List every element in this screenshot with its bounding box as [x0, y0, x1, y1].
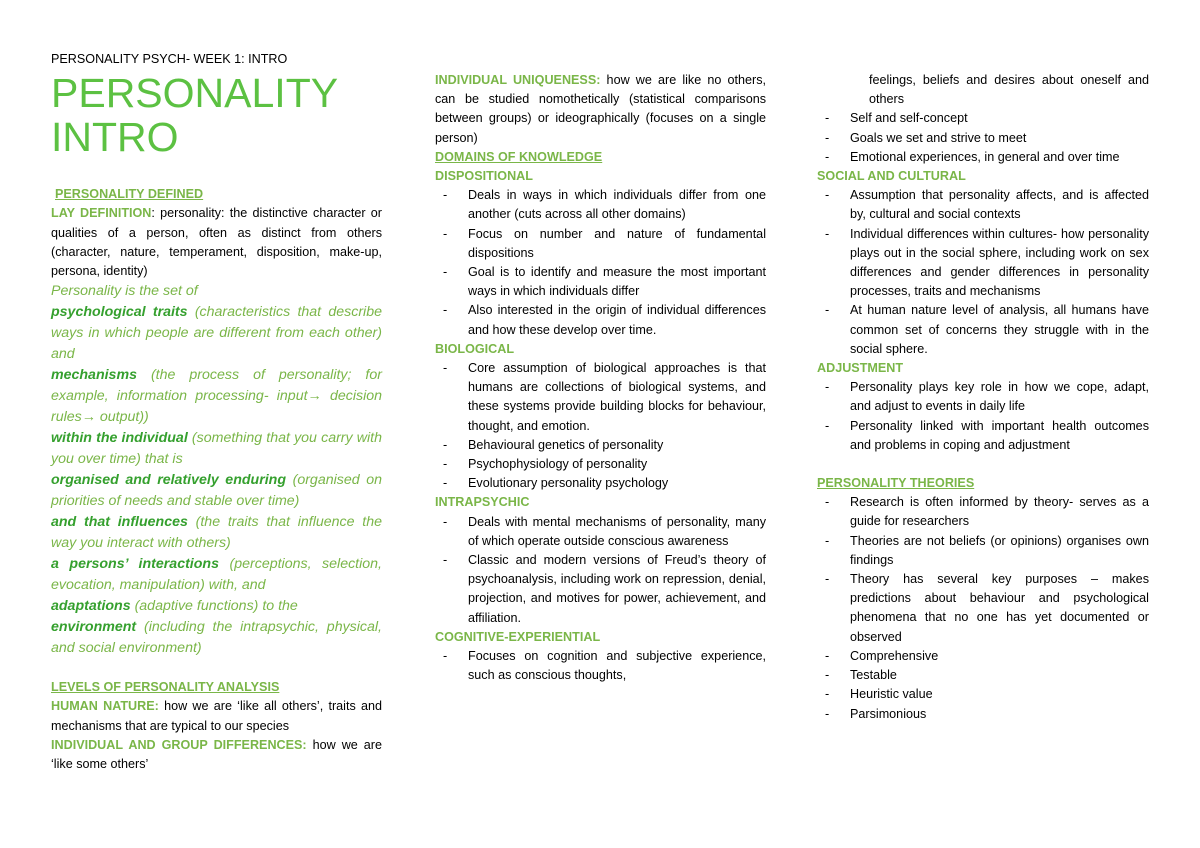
individual-uniqueness-label: INDIVIDUAL UNIQUENESS: [435, 73, 601, 87]
column-1 [51, 50, 382, 774]
list-item: - Personality plays key role in how we cope, adapt, and adjust to events in daily life [817, 378, 1149, 416]
lay-definition-label: LAY DEFINITION [51, 206, 152, 221]
cognitive-heading: COGNITIVE-EXPERIENTIAL [435, 629, 601, 644]
individual-uniqueness: INDIVIDUAL UNIQUENESS: how we are like no others, can be studied nomothetically (statistical comparisons between groups) or ideographically (focuses on a single person) [435, 73, 766, 145]
list-item: - Theory has several key purposes – makes predictions about behaviour and psychological phenomena that no one has yet documented or observed [817, 570, 1149, 647]
definition-intro: Personality is the set of [51, 283, 198, 300]
list-item: - Core assumption of biological approaches is that humans are collections of biological systems, and these systems provide building blocks for behaviour, thought, and emotion. [435, 359, 766, 436]
levels-heading: LEVELS OF PERSONALITY ANALYSIS [51, 680, 280, 695]
list-item: - Deals with mental mechanisms of personality, many of which operate outside conscious awareness [435, 513, 766, 551]
theories-heading: PERSONALITY THEORIES [817, 476, 975, 491]
list-item: - Personality linked with important health outcomes and problems in coping and adjustment [817, 417, 1149, 455]
group-differences-label: INDIVIDUAL AND GROUP DIFFERENCES: [51, 737, 307, 752]
list-item: - Focuses on cognition and subjective experience, such as conscious thoughts, [435, 647, 766, 685]
definition-term: within the individual [51, 430, 188, 447]
definition-part: adaptations (adaptive functions) to the [51, 598, 298, 615]
theories-list [817, 493, 1149, 723]
definition-part: mechanisms (the process of personality; for example, information processing- input→ decision rules→ output)) [51, 367, 382, 426]
dispositional-list [435, 186, 766, 340]
definition-part: within the individual (something that you carry with you over time) that is [51, 430, 383, 468]
list-item: - Research is often informed by theory- serves as a guide for researchers [817, 493, 1149, 531]
biological-heading: BIOLOGICAL [435, 341, 515, 356]
adjustment-list [817, 378, 1149, 455]
list-item: - Evolutionary personality psychology [435, 474, 766, 493]
lay-definition [51, 204, 382, 281]
list-item: - Comprehensive [817, 647, 1149, 666]
lay-definition-text: : personality: the distinctive character or qualities of a person, often as distinct from others (character, nature, temperament, disposition, make-up, persona, identity) [51, 206, 382, 279]
definition-term: adaptations [51, 598, 131, 615]
intrapsychic-heading: INTRAPSYCHIC [435, 495, 530, 510]
definition-part: environment (including the intrapsychic, physical, and social environment) [51, 619, 382, 657]
group-differences: INDIVIDUAL AND GROUP DIFFERENCES: how we are ‘like some others’ [51, 737, 382, 772]
human-nature: HUMAN NATURE: how we are ‘like all others’, traits and mechanisms that are typical to our species [51, 699, 382, 733]
definition-term: psychological traits [51, 304, 188, 321]
social-list [817, 186, 1149, 359]
list-item: - Assumption that personality affects, and is affected by, cultural and social contexts [817, 186, 1149, 224]
list-item: - Parsimonious [817, 705, 1149, 724]
list-item: - Individual differences within cultures- how personality plays out in the social sphere, including work on sex differences and gender differences in personality processes, traits and mechanisms [817, 225, 1149, 302]
title-line-2: INTRO [51, 114, 179, 161]
list-item: - Theories are not beliefs (or opinions) organises own findings [817, 532, 1149, 570]
human-nature-label: HUMAN NATURE: [51, 699, 159, 714]
page-title [51, 71, 382, 159]
title-line-1: PERSONALITY [51, 70, 339, 117]
domains-heading: DOMAINS OF KNOWLEDGE [435, 149, 603, 164]
personality-defined-heading: PERSONALITY DEFINED [55, 187, 204, 202]
list-item: - Psychophysiology of personality [435, 455, 766, 474]
column-2 [435, 71, 766, 686]
list-item: - Deals in ways in which individuals differ from one another (cuts across all other domains) [435, 186, 766, 224]
list-item: - Classic and modern versions of Freud’s theory of psychoanalysis, including work on repression, denial, projection, and motives for power, achievement, and affiliation. [435, 551, 766, 628]
adjustment-heading: ADJUSTMENT [817, 361, 904, 376]
list-item: - Focus on number and nature of fundamental dispositions [435, 225, 766, 263]
list-item: - Emotional experiences, in general and over time [817, 148, 1149, 167]
list-item: - Behavioural genetics of personality [435, 436, 766, 455]
definition-term: organised and relatively enduring [51, 472, 286, 489]
definition-term: a persons’ interactions [51, 556, 219, 573]
list-item: - Self and self-concept [817, 109, 1149, 128]
definition-term: mechanisms [51, 367, 137, 384]
definition-part: organised and relatively enduring (organised on priorities of needs and stable over time) [51, 472, 382, 510]
cognitive-list-continued [817, 109, 1149, 167]
definition-part: and that influences (the traits that influence the way you interact with others) [51, 514, 382, 552]
cognitive-list [435, 647, 766, 685]
list-item: - Goal is to identify and measure the most important ways in which individuals differ [435, 263, 766, 301]
dispositional-heading: DISPOSITIONAL [435, 169, 533, 184]
list-item: - Also interested in the origin of individual differences and how these develop over time. [435, 301, 766, 339]
definition-part: psychological traits (characteristics that describe ways in which people are different from each other) and [51, 304, 382, 363]
list-item: - At human nature level of analysis, all humans have common set of concerns they struggle with in the social sphere. [817, 301, 1149, 359]
definition-part: a persons’ interactions (perceptions, selection, evocation, manipulation) with, and [51, 556, 382, 594]
biological-list [435, 359, 766, 493]
list-item: - Heuristic value [817, 685, 1149, 704]
document-header: PERSONALITY PSYCH- WEEK 1: INTRO [51, 52, 288, 66]
intrapsychic-list [435, 513, 766, 628]
column-3 [817, 71, 1149, 724]
definition-term: environment [51, 619, 137, 636]
list-item: - Testable [817, 666, 1149, 685]
definition-term: and that influences [51, 514, 188, 531]
personality-definition [51, 281, 382, 659]
cognitive-continuation: feelings, beliefs and desires about oneself and others [869, 73, 1149, 107]
list-item: - Goals we set and strive to meet [817, 129, 1149, 148]
social-heading: SOCIAL AND CULTURAL [817, 169, 966, 184]
